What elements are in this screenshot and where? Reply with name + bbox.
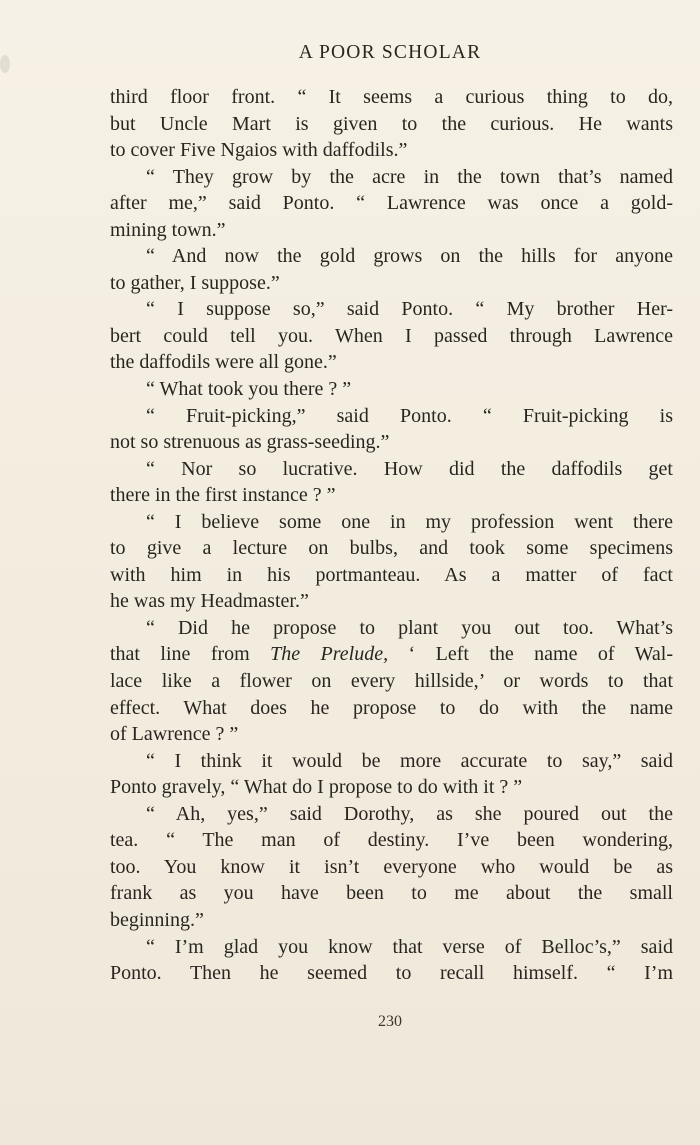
text-line: mining town.” [110, 218, 226, 241]
text-line: to gather, I suppose.” [110, 271, 280, 294]
text-line: effect. What does he propose to do with the name [110, 696, 673, 719]
text-line: but Uncle Mart is given to the curious. He wants [110, 112, 673, 135]
running-header: A POOR SCHOLAR [298, 42, 482, 63]
text-line: “ I’m glad you know that verse of Belloc’s,” said [146, 935, 673, 958]
text-line: after me,” said Ponto. “ Lawrence was once a gold- [110, 192, 673, 215]
text-line: “ They grow by the acre in the town that’s named [146, 165, 673, 188]
book-title-italic: The Prelude, [270, 643, 389, 666]
text-line: “ Fruit-picking,” said Ponto. “ Fruit-picking is [146, 404, 673, 427]
page-number: 230 [378, 1013, 402, 1030]
text-line [110, 641, 673, 668]
body-text [110, 84, 673, 987]
text-line: there in the first instance ? ” [110, 484, 336, 507]
text-segment: that line from [110, 643, 271, 666]
text-line: tea. “ The man of destiny. I’ve been wondering, [110, 829, 673, 852]
text-line: bert could tell you. When I passed through Lawrence [110, 324, 673, 347]
text-line: with him in his portmanteau. As a matter of fact [110, 563, 673, 586]
text-line: “ I believe some one in my profession went there [146, 510, 673, 533]
text-line: Ponto. Then he seemed to recall himself. “ I’m [110, 962, 673, 985]
text-line: the daffodils were all gone.” [110, 351, 337, 374]
text-line: too. You know it isn’t everyone who would be as [110, 855, 673, 878]
text-line: “ Did he propose to plant you out too. What’s [146, 616, 673, 639]
text-line: of Lawrence ? ” [110, 723, 239, 746]
text-line: beginning.” [110, 908, 204, 931]
text-line: “ I think it would be more accurate to say,” said [146, 749, 673, 772]
text-line: to cover Five Ngaios with daffodils.” [110, 139, 408, 162]
text-line: “ I suppose so,” said Ponto. “ My brother Her- [146, 298, 673, 321]
text-line: “ What took you there ? ” [146, 378, 352, 401]
text-line: third floor front. “ It seems a curious thing to do, [110, 86, 673, 108]
text-line: Ponto gravely, “ What do I propose to do with it ? ” [110, 776, 523, 799]
text-line: “ And now the gold grows on the hills for anyone [146, 245, 673, 268]
text-line: frank as you have been to me about the small [110, 882, 673, 905]
text-line: lace like a flower on every hillside,’ or words to that [110, 670, 673, 693]
text-line: to give a lecture on bulbs, and took some specimens [110, 537, 673, 560]
text-segment: ‘ Left the name of Wal- [388, 643, 673, 666]
text-line: not so strenuous as grass-seeding.” [110, 431, 390, 454]
text-line: he was my Headmaster.” [110, 590, 309, 613]
text-line: “ Ah, yes,” said Dorothy, as she poured out the [146, 802, 673, 825]
text-line: “ Nor so lucrative. How did the daffodils get [146, 457, 673, 480]
